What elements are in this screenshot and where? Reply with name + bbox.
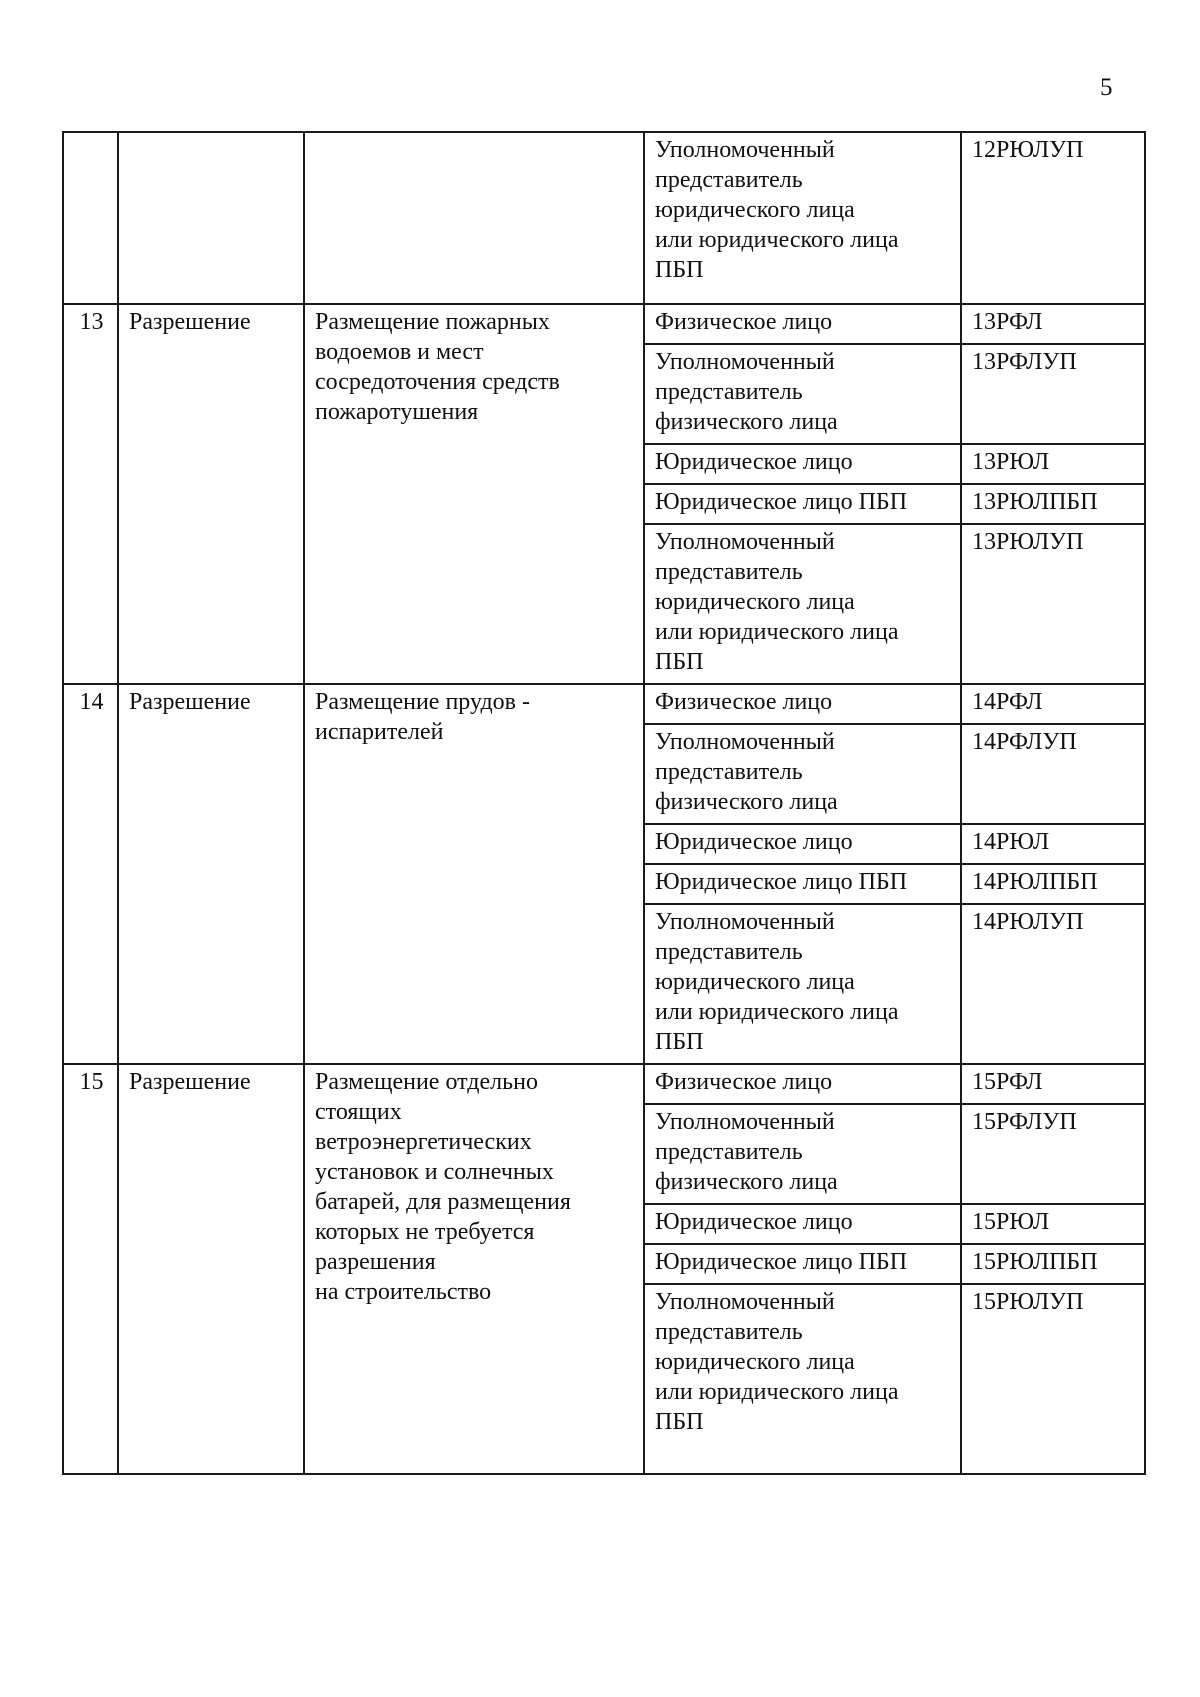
applicant-cell: Уполномоченный представитель юридического лица или юридического лица ПБП xyxy=(644,524,961,684)
code-cell: 13РЮЛ xyxy=(961,444,1145,484)
code-cell: 15РЮЛ xyxy=(961,1204,1145,1244)
code-cell: 14РФЛ xyxy=(961,684,1145,724)
type-cell-empty xyxy=(118,132,304,304)
table-row xyxy=(63,304,1145,344)
applicant-cell: Юридическое лицо xyxy=(644,1204,961,1244)
code-cell: 15РФЛУП xyxy=(961,1104,1145,1204)
applicant-cell: Юридическое лицо ПБП xyxy=(644,484,961,524)
code-cell: 15РФЛ xyxy=(961,1064,1145,1104)
num-cell-empty xyxy=(63,132,118,304)
table-row xyxy=(63,1064,1145,1104)
applicant-cell: Юридическое лицо ПБП xyxy=(644,864,961,904)
code-cell: 14РЮЛ xyxy=(961,824,1145,864)
code-cell: 15РЮЛУП xyxy=(961,1284,1145,1474)
code-cell: 15РЮЛПБП xyxy=(961,1244,1145,1284)
table-row-continuation xyxy=(63,132,1145,304)
document-type: Разрешение xyxy=(118,1064,304,1474)
code-cell: 13РФЛ xyxy=(961,304,1145,344)
table-row xyxy=(63,684,1145,724)
applicant-cell: Юридическое лицо ПБП xyxy=(644,1244,961,1284)
applicant-cell: Уполномоченный представитель физического лица xyxy=(644,1104,961,1204)
code-cell: 12РЮЛУП xyxy=(961,132,1145,304)
applicant-cell: Уполномоченный представитель физического лица xyxy=(644,344,961,444)
row-number: 15 xyxy=(63,1064,118,1474)
applicant-cell: Юридическое лицо xyxy=(644,824,961,864)
document-type: Разрешение xyxy=(118,684,304,1064)
code-cell: 14РЮЛУП xyxy=(961,904,1145,1064)
applicant-cell: Уполномоченный представитель юридического лица или юридического лица ПБП xyxy=(644,132,961,304)
description-cell: Размещение прудов - испарителей xyxy=(304,684,644,1064)
code-cell: 14РФЛУП xyxy=(961,724,1145,824)
code-cell: 13РФЛУП xyxy=(961,344,1145,444)
applicant-cell: Уполномоченный представитель физического лица xyxy=(644,724,961,824)
applicant-cell: Юридическое лицо xyxy=(644,444,961,484)
description-cell: Размещение пожарных водоемов и мест сосредоточения средств пожаротушения xyxy=(304,304,644,684)
applicant-cell: Уполномоченный представитель юридического лица или юридического лица ПБП xyxy=(644,1284,961,1474)
document-type: Разрешение xyxy=(118,304,304,684)
description-cell: Размещение отдельно стоящих ветроэнергетических установок и солнечных батарей, для размещения которых не требуется разрешения на строительство xyxy=(304,1064,644,1474)
row-number: 13 xyxy=(63,304,118,684)
code-cell: 14РЮЛПБП xyxy=(961,864,1145,904)
code-cell: 13РЮЛПБП xyxy=(961,484,1145,524)
applicant-cell: Уполномоченный представитель юридического лица или юридического лица ПБП xyxy=(644,904,961,1064)
applicant-cell: Физическое лицо xyxy=(644,304,961,344)
page-number: 5 xyxy=(1100,74,1113,101)
row-number: 14 xyxy=(63,684,118,1064)
description-cell-empty xyxy=(304,132,644,304)
code-cell: 13РЮЛУП xyxy=(961,524,1145,684)
permits-table xyxy=(62,131,1146,1475)
applicant-cell: Физическое лицо xyxy=(644,1064,961,1104)
applicant-cell: Физическое лицо xyxy=(644,684,961,724)
